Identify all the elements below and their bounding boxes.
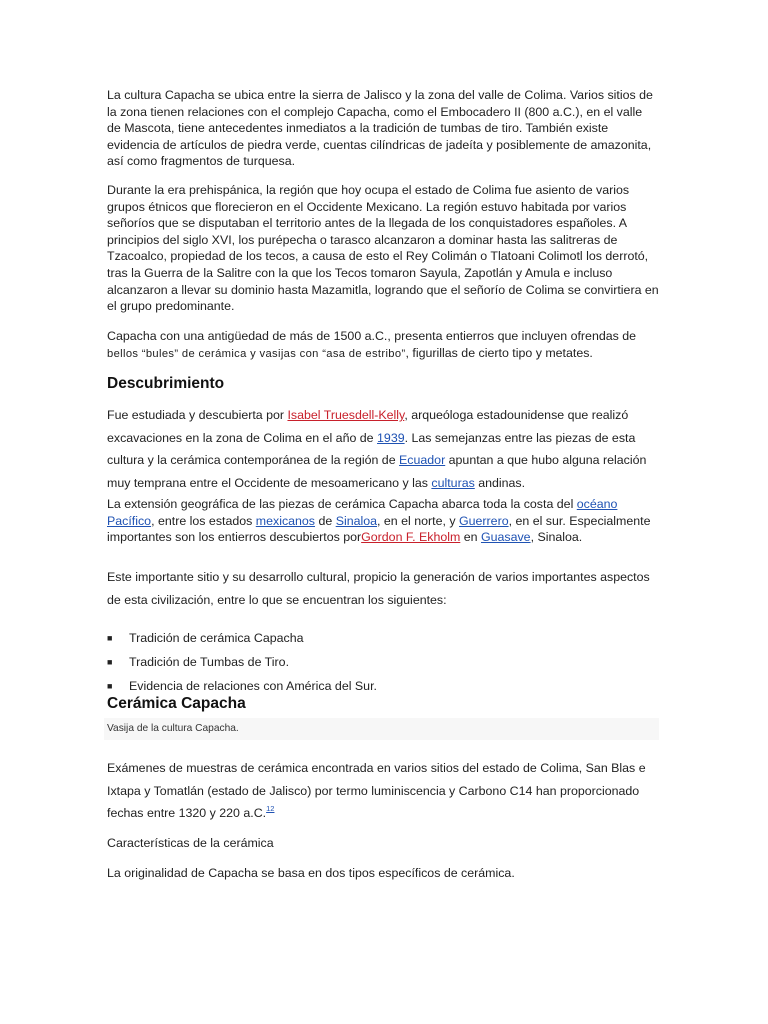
list-item-label: Evidencia de relaciones con América del Sur. xyxy=(129,679,377,694)
paragraph-geographic-extent xyxy=(107,496,659,546)
heading-ceramica-capacha: Cerámica Capacha xyxy=(107,695,246,712)
image-caption: Vasija de la cultura Capacha. xyxy=(104,718,659,740)
extent-text-6: en xyxy=(460,530,481,545)
link-isabel-truesdell-kelly[interactable]: Isabel Truesdell-Kelly xyxy=(287,408,405,422)
discovery-text-2: , arqueóloga estadounidense que realizó excavaciones en la zona de Colima en el año de xyxy=(107,408,629,445)
link-ecuador[interactable]: Ecuador xyxy=(399,453,446,467)
link-mexicanos[interactable]: mexicanos xyxy=(255,513,316,528)
paragraph-prehispanic-era: Durante la era prehispánica, la región que hoy ocupa el estado de Colima fue asiento de varios grupos étnicos que florecieron en el Occidente Mexicano. La región estuvo habitada por varios señoríos que se disputaban el territorio antes de la llegada de los conquistadores españoles. A principios del siglo XVI, los purépecha o tarasco alcanzaron a dominar hasta las salitreras de Tzacoalco, propiedad de los tecos, a causa de esto el Rey Colimán o Tlatoani Colimotl los derrotó, tras la Guerra de la Salitre con la que los Tecos tomaron Sayula, Zapotlán y Amula e incluso alcanzaron a llevar su dominio hasta Mazamitla, logrando que el señorío de Colima se convirtiera en el grupo predominante. xyxy=(107,183,659,314)
link-sinaloa[interactable]: Sinaloa xyxy=(335,513,378,528)
discovery-text-5: andinas. xyxy=(474,475,526,490)
bullet-square-icon: ■ xyxy=(107,633,113,643)
paragraph-important-site: Este importante sitio y su desarrollo cultural, propicio la generación de varios importantes aspectos de esta civilización, entre lo que se encuentran los siguientes: xyxy=(107,570,650,607)
extent-text-4: , en el norte, y xyxy=(377,513,459,528)
dating-text: Exámenes de muestras de cerámica encontrada en varios sitios del estado de Colima, San Blas e Ixtapa y Tomatlán (estado de Jalisco) por termo luminiscencia y Carbono C14 han proporcionado fechas entre 1320 y 220 a.C. xyxy=(107,761,646,820)
extent-text-2: , entre los estados xyxy=(151,513,256,528)
heading-descubrimiento: Descubrimiento xyxy=(107,375,225,392)
footnote-reference-link[interactable]: 12 xyxy=(266,804,275,813)
extent-text-1: La extensión geográfica de las piezas de cerámica Capacha abarca toda la costa del xyxy=(107,497,577,511)
list-item xyxy=(107,653,377,677)
antiquity-line-2-end: , figurillas de cierto tipo y metates. xyxy=(405,345,593,360)
paragraph-capacha-antiquity xyxy=(107,328,659,362)
antiquity-line-2-condensed: bellos “bules” de cerámica y vasijas con “asa de estribo” xyxy=(107,347,406,360)
antiquity-line-1: Capacha con una antigüedad de más de 1500 a.C., presenta entierros que incluyen ofrendas de xyxy=(107,329,637,343)
paragraph-ceramic-dating xyxy=(107,757,659,825)
link-culturas[interactable]: culturas xyxy=(431,475,475,490)
link-guasave[interactable]: Guasave xyxy=(480,530,531,545)
paragraph-discovery xyxy=(107,404,659,494)
link-1939[interactable]: 1939 xyxy=(377,430,405,445)
list-item-label: Tradición de cerámica Capacha xyxy=(129,631,304,645)
extent-text-3: de xyxy=(315,513,336,528)
paragraph-originality: La originalidad de Capacha se basa en dos tipos específicos de cerámica. xyxy=(107,866,515,880)
link-oceano-pacifico[interactable]: océano Pacífico xyxy=(107,497,618,528)
discovery-text-1: Fue estudiada y descubierta por xyxy=(107,408,288,422)
extent-text-7: , Sinaloa. xyxy=(530,530,583,545)
bullet-square-icon: ■ xyxy=(107,681,113,692)
list-item-label: Tradición de Tumbas de Tiro. xyxy=(129,655,290,670)
paragraph-ceramic-characteristics: Características de la cerámica xyxy=(107,836,274,850)
discovery-text-3: . Las semejanzas entre las piezas de esta cultura y la cerámica contemporánea de la región de xyxy=(107,430,636,467)
extent-text-5: , en el sur. Especialmente importantes son los entierros descubiertos por xyxy=(107,513,651,545)
link-gordon-f-ekholm[interactable]: Gordon F. Ekholm xyxy=(361,530,461,545)
discovery-text-4: apuntan a que hubo alguna relación muy temprana entre el Occidente de mesoamericano y las xyxy=(107,453,647,490)
list-item xyxy=(107,629,377,653)
link-guerrero[interactable]: Guerrero xyxy=(459,513,509,528)
aspects-list xyxy=(107,629,377,702)
paragraph-capacha-location: La cultura Capacha se ubica entre la sierra de Jalisco y la zona del valle de Colima. Varios sitios de la zona tienen relaciones con el complejo Capacha, como el Embocadero II (800 a.C.), en el valle de Mascota, tiene antecedentes inmediatos a la tradición de tumbas de tiro. También existe evidencia de artículos de piedra verde, cuentas cilíndricas de jadeíta y posiblemente de amazonita, así como fragmentos de turquesa. xyxy=(107,88,653,169)
bullet-square-icon: ■ xyxy=(107,657,113,668)
